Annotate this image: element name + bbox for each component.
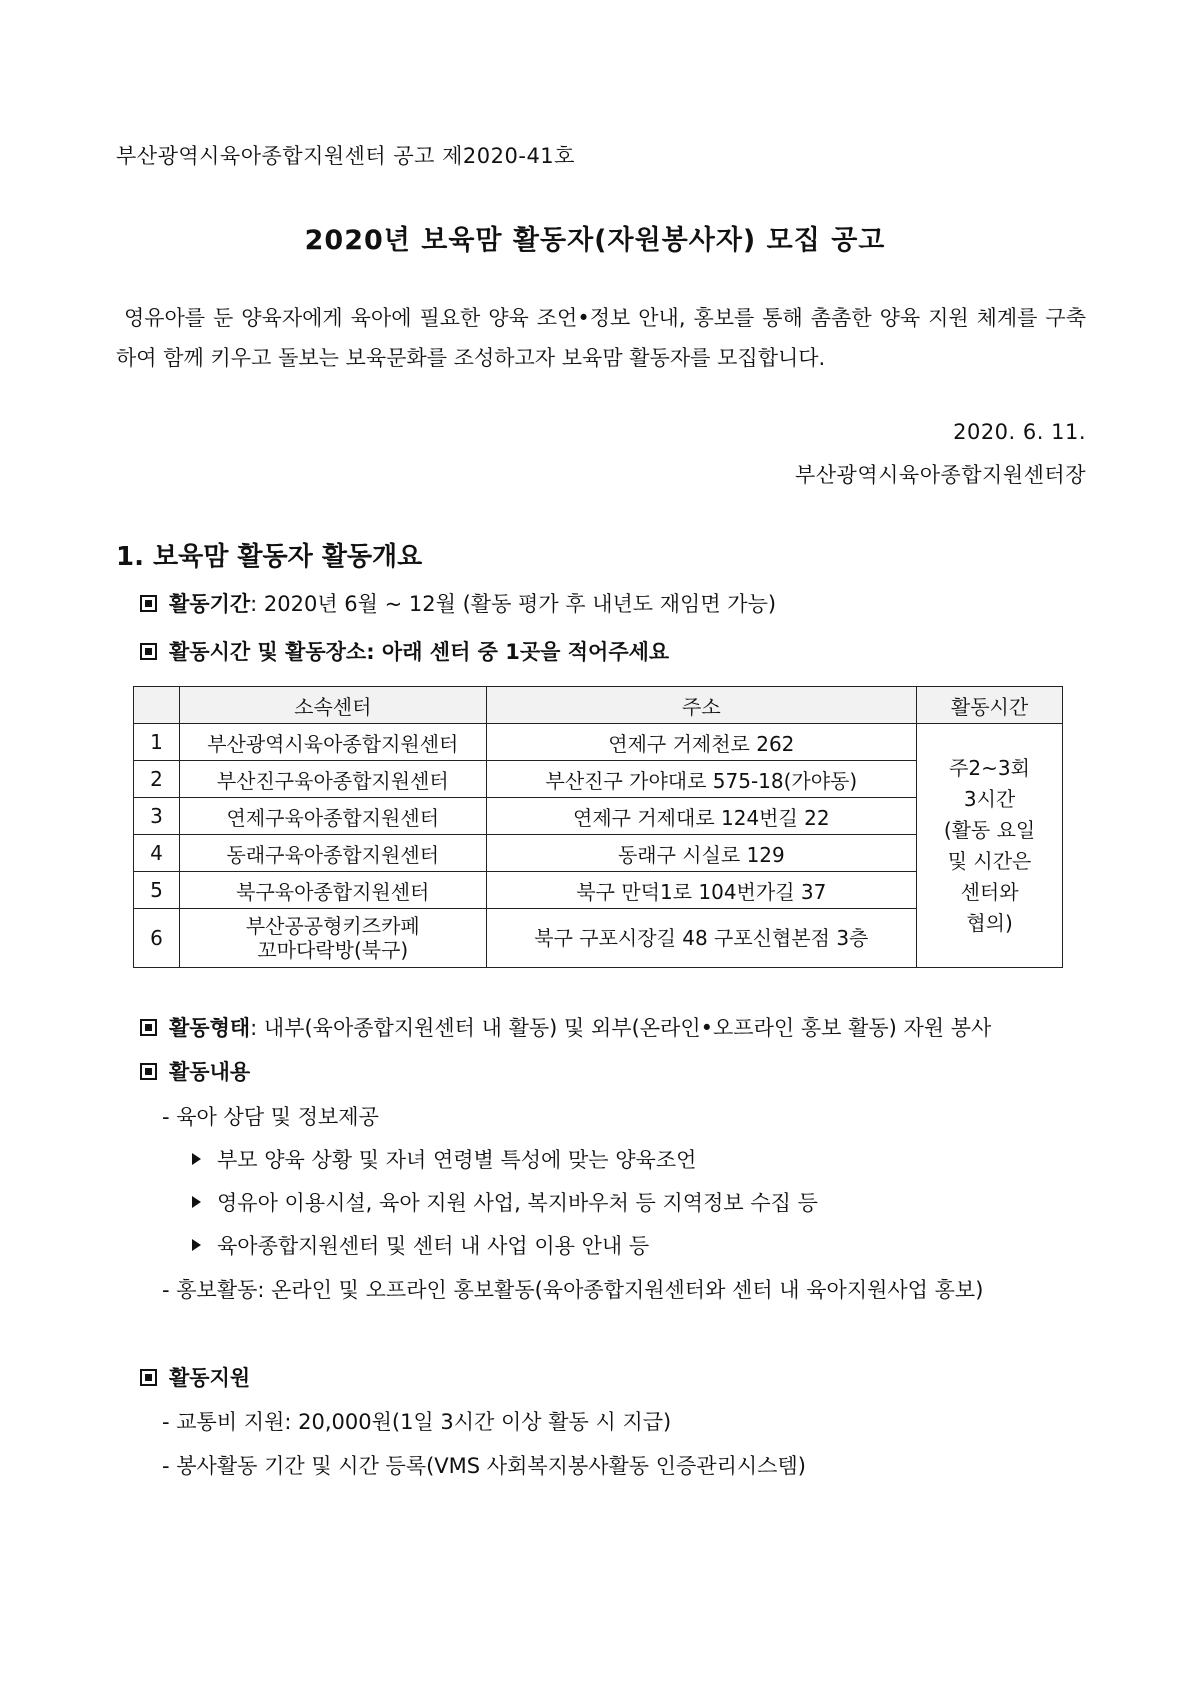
table-header-row [134,687,1063,724]
row-no: 4 [134,835,180,872]
row-no: 2 [134,761,180,798]
square-bullet-icon [140,1019,157,1036]
place-row [140,636,669,666]
content-subitem [192,1230,649,1260]
center-line: 꼬마다락방(북구) [257,938,409,962]
row-address: 연제구 거제대로 124번길 22 [486,798,917,835]
row-no: 1 [134,724,180,761]
period-row [140,588,776,618]
time-line: 주2~3회 [949,755,1030,780]
notice-number: 부산광역시육아종합지원센터 공고 제2020-41호 [116,144,575,168]
content-subitem [192,1187,818,1217]
row-no: 5 [134,872,180,909]
time-line: 센터와 [960,879,1019,904]
row-address: 동래구 시실로 129 [486,835,917,872]
row-center: 부산광역시육아종합지원센터 [179,724,486,761]
content-item-promotion: - 홍보활동: 온라인 및 오프라인 홍보활동(육아종합지원센터와 센터 내 육아지원사업 홍보) [162,1278,984,1302]
support-item-vms: - 봉사활동 기간 및 시간 등록(VMS 사회복지봉사활동 인증관리시스템) [162,1454,806,1478]
row-center: 연제구육아종합지원센터 [179,798,486,835]
issue-date: 2020. 6. 11. [953,420,1086,444]
content-subitem-text: 육아종합지원센터 및 센터 내 사업 이용 안내 등 [217,1234,650,1258]
place-label: 활동시간 및 활동장소: 아래 센터 중 1곳을 적어주세요 [169,640,670,664]
row-center: 동래구육아종합지원센터 [179,835,486,872]
period-value: : 2020년 6월 ~ 12월 (활동 평가 후 내년도 재임면 가능) [250,592,777,616]
header-no [134,687,180,724]
row-center: 북구육아종합지원센터 [179,872,486,909]
period-label: 활동기간 [169,592,251,616]
content-subitem-text: 영유아 이용시설, 육아 지원 사업, 복지바우처 등 지역정보 수집 등 [217,1191,818,1215]
square-bullet-icon [140,1063,157,1080]
section-heading: 1. 보육맘 활동자 활동개요 [116,542,423,572]
content-item-counseling: - 육아 상담 및 정보제공 [162,1105,379,1129]
triangle-bullet-icon [192,1239,201,1251]
content-subitem-text: 부모 양육 상황 및 자녀 연령별 특성에 맞는 양육조언 [217,1148,697,1172]
center-line: 부산공공형키즈카페 [245,914,420,938]
support-item-transport: - 교통비 지원: 20,000원(1일 3시간 이상 활동 시 지급) [162,1410,672,1434]
time-line: 3시간 [963,786,1016,811]
square-bullet-icon [140,595,157,612]
support-label: 활동지원 [169,1366,251,1390]
intro-paragraph [116,298,1086,378]
activity-time-cell [917,724,1063,968]
header-time: 활동시간 [917,687,1063,724]
triangle-bullet-icon [192,1196,201,1208]
header-center: 소속센터 [179,687,486,724]
triangle-bullet-icon [192,1153,201,1165]
content-label: 활동내용 [169,1060,251,1084]
row-no: 6 [134,909,180,968]
content-row [140,1056,250,1086]
row-address: 북구 구포시장길 48 구포신협본점 3층 [486,909,917,968]
table-row [134,724,1063,761]
row-center [179,909,486,968]
header-address: 주소 [486,687,917,724]
row-no: 3 [134,798,180,835]
intro-text: 영유아를 둔 양육자에게 육아에 필요한 양육 조언•정보 안내, 홍보를 통해 촘촘한 양육 지원 체계를 구축하여 함께 키우고 돌보는 보육문화를 조성하고자 보육맘 활동자를 모집합니다. [116,306,1086,370]
time-line: 및 시간은 [947,848,1032,873]
row-address: 북구 만덕1로 104번가길 37 [486,872,917,909]
square-bullet-icon [140,1369,157,1386]
support-row [140,1362,250,1392]
square-bullet-icon [140,643,157,660]
row-address: 부산진구 가야대로 575-18(가야동) [486,761,917,798]
centers-table [133,686,1063,968]
issuer-name: 부산광역시육아종합지원센터장 [794,463,1086,487]
content-subitem [192,1144,696,1174]
document-title: 2020년 보육맘 활동자(자원봉사자) 모집 공고 [304,225,886,256]
row-center: 부산진구육아종합지원센터 [179,761,486,798]
row-address: 연제구 거제천로 262 [486,724,917,761]
time-line: 협의) [966,910,1013,935]
type-value: : 내부(육아종합지원센터 내 활동) 및 외부(온라인•오프라인 홍보 활동) 자원 봉사 [250,1016,992,1040]
type-row [140,1012,991,1042]
type-label: 활동형태 [169,1016,251,1040]
time-line: (활동 요일 [943,817,1036,842]
